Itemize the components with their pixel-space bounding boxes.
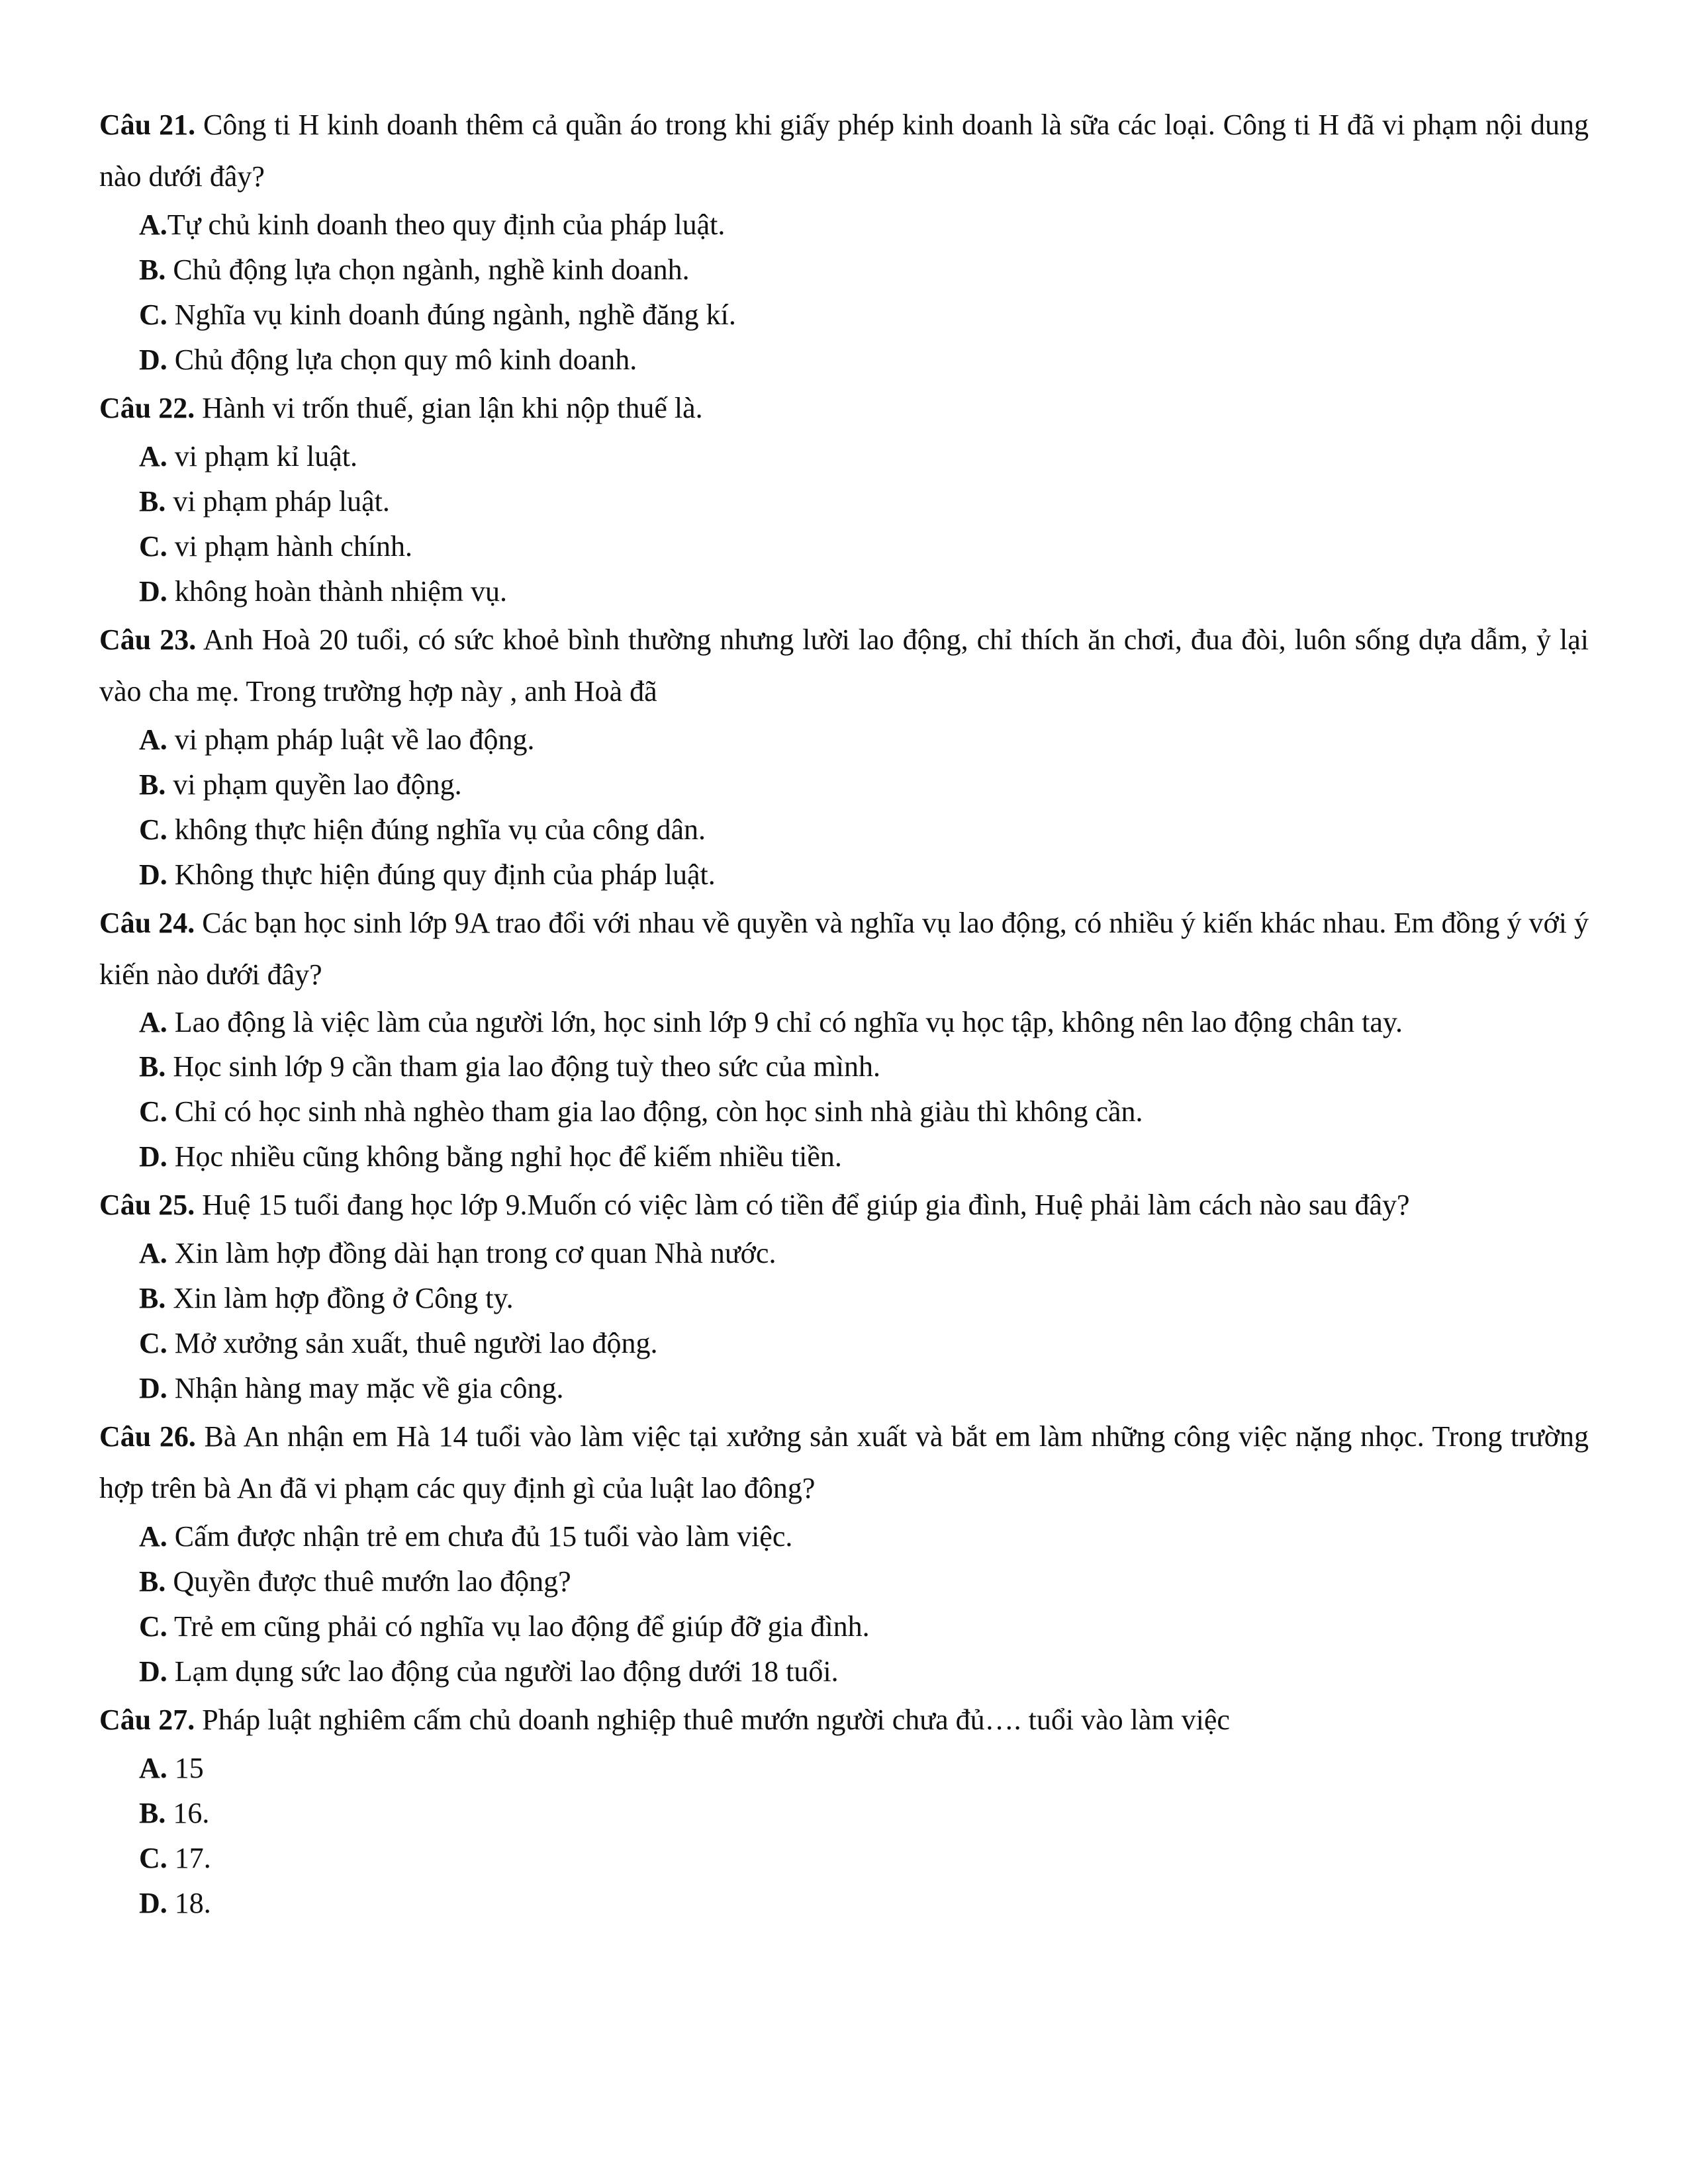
question-number: Câu 24. [99, 907, 195, 939]
option-c [99, 1321, 1589, 1366]
option-b [99, 1559, 1589, 1604]
option-letter: A. [139, 1520, 167, 1553]
question-number: Câu 22. [99, 392, 195, 424]
question-25 [99, 1179, 1589, 1411]
option-letter: C. [139, 1610, 167, 1643]
option-text: Xin làm hợp đồng ở Công ty. [165, 1282, 514, 1314]
question-stem [99, 897, 1589, 1001]
question-stem [99, 1694, 1589, 1746]
option-letter: B. [139, 1282, 166, 1314]
option-b [99, 1276, 1589, 1321]
option-text: vi phạm hành chính. [167, 530, 413, 563]
option-text: 18. [167, 1887, 211, 1919]
option-text: vi phạm quyền lao động. [165, 768, 462, 801]
option-letter: B. [139, 253, 166, 286]
option-letter: A. [139, 440, 167, 473]
question-number: Câu 27. [99, 1704, 195, 1736]
option-text: Nhận hàng may mặc về gia công. [167, 1372, 564, 1404]
option-c [99, 1836, 1589, 1881]
option-text: Không thực hiện đúng quy định của pháp luật. [167, 858, 716, 891]
option-letter: D. [139, 575, 167, 608]
question-stem [99, 614, 1589, 717]
option-text: Tự chủ kinh doanh theo quy định của pháp luật. [167, 208, 726, 241]
option-letter: C. [139, 298, 167, 331]
option-text: Cấm được nhận trẻ em chưa đủ 15 tuổi vào làm việc. [167, 1520, 793, 1553]
document-page [99, 99, 1589, 1926]
option-d [99, 1134, 1589, 1179]
question-stem [99, 1179, 1589, 1231]
option-a [99, 1746, 1589, 1791]
option-letter: C. [139, 1095, 167, 1128]
question-24 [99, 897, 1589, 1179]
option-b [99, 479, 1589, 524]
option-text: Nghĩa vụ kinh doanh đúng ngành, nghề đăng kí. [167, 298, 736, 331]
option-text: vi phạm pháp luật về lao động. [167, 723, 535, 756]
option-d [99, 338, 1589, 383]
option-c [99, 293, 1589, 338]
option-b [99, 1791, 1589, 1836]
question-number: Câu 26. [99, 1420, 196, 1453]
question-21 [99, 99, 1589, 383]
option-letter: D. [139, 858, 167, 891]
option-letter: A. [139, 1006, 167, 1038]
option-a [99, 717, 1589, 762]
option-c [99, 807, 1589, 852]
option-letter: B. [139, 1797, 166, 1829]
option-d [99, 1366, 1589, 1411]
question-stem [99, 1411, 1589, 1514]
option-a [99, 1001, 1589, 1044]
question-text: Anh Hoà 20 tuổi, có sức khoẻ bình thường nhưng lười lao động, chỉ thích ăn chơi, đua đòi, luôn sống dựa dẫm, ỷ lại vào cha mẹ. Trong trường hợp này , anh Hoà đã [99, 623, 1589, 707]
option-text: Học nhiều cũng không bằng nghỉ học để kiếm nhiều tiền. [167, 1140, 842, 1173]
question-text: Huệ 15 tuổi đang học lớp 9.Muốn có việc làm có tiền để giúp gia đình, Huệ phải làm cách nào sau đây? [195, 1189, 1410, 1221]
option-b [99, 1044, 1589, 1089]
option-a [99, 1231, 1589, 1276]
option-a [99, 1514, 1589, 1559]
question-number: Câu 23. [99, 623, 197, 656]
option-text: Chủ động lựa chọn quy mô kinh doanh. [167, 343, 637, 376]
option-letter: C. [139, 530, 167, 563]
option-text: Chủ động lựa chọn ngành, nghề kinh doanh. [165, 253, 690, 286]
option-text: vi phạm pháp luật. [165, 485, 390, 518]
option-text: 16. [165, 1797, 210, 1829]
option-text: Trẻ em cũng phải có nghĩa vụ lao động để giúp đỡ gia đình. [167, 1610, 870, 1643]
option-c [99, 1604, 1589, 1649]
option-text: vi phạm kỉ luật. [167, 440, 357, 473]
option-text: Quyền được thuê mướn lao động? [165, 1565, 571, 1598]
question-number: Câu 25. [99, 1189, 195, 1221]
option-letter: B. [139, 1565, 166, 1598]
option-letter: A. [139, 723, 167, 756]
option-text: 17. [167, 1842, 211, 1874]
option-d [99, 1881, 1589, 1926]
option-b [99, 248, 1589, 293]
option-text: Lạm dụng sức lao động của người lao động dưới 18 tuổi. [167, 1655, 839, 1688]
option-letter: D. [139, 1372, 167, 1404]
option-d [99, 1649, 1589, 1694]
question-26 [99, 1411, 1589, 1694]
option-text: không thực hiện đúng nghĩa vụ của công dân. [167, 813, 706, 846]
question-23 [99, 614, 1589, 897]
question-text: Các bạn học sinh lớp 9A trao đổi với nhau về quyền và nghĩa vụ lao động, có nhiều ý kiến khác nhau. Em đồng ý với ý kiến nào dưới đây? [99, 907, 1589, 991]
option-text: Xin làm hợp đồng dài hạn trong cơ quan Nhà nước. [167, 1237, 776, 1269]
option-letter: B. [139, 768, 166, 801]
option-text: 15 [167, 1752, 204, 1784]
option-text: Học sinh lớp 9 cần tham gia lao động tuỳ theo sức của mình. [165, 1050, 881, 1083]
option-text: Chỉ có học sinh nhà nghèo tham gia lao động, còn học sinh nhà giàu thì không cần. [167, 1095, 1143, 1128]
question-number: Câu 21. [99, 109, 196, 141]
option-letter: D. [139, 1140, 167, 1173]
option-letter: D. [139, 1655, 167, 1688]
option-letter: A. [139, 1752, 167, 1784]
option-text: không hoàn thành nhiệm vụ. [167, 575, 508, 608]
option-letter: C. [139, 1327, 167, 1359]
question-27 [99, 1694, 1589, 1926]
option-c [99, 524, 1589, 569]
option-letter: C. [139, 813, 167, 846]
option-letter: A. [139, 208, 167, 241]
option-letter: D. [139, 1887, 167, 1919]
option-letter: B. [139, 1050, 166, 1083]
question-stem [99, 383, 1589, 434]
question-stem [99, 99, 1589, 203]
option-c [99, 1089, 1589, 1134]
option-letter: C. [139, 1842, 167, 1874]
option-a [99, 434, 1589, 479]
option-d [99, 569, 1589, 614]
question-22 [99, 383, 1589, 614]
question-text: Hành vi trốn thuế, gian lận khi nộp thuế là. [195, 392, 703, 424]
option-b [99, 762, 1589, 807]
option-a [99, 203, 1589, 248]
question-text: Công ti H kinh doanh thêm cả quần áo trong khi giấy phép kinh doanh là sữa các loại. Công ti H đã vi phạm nội dung nào dưới đây? [99, 109, 1589, 193]
option-text: Mở xưởng sản xuất, thuê người lao động. [167, 1327, 658, 1359]
option-letter: A. [139, 1237, 167, 1269]
option-d [99, 852, 1589, 897]
option-letter: D. [139, 343, 167, 376]
question-text: Pháp luật nghiêm cấm chủ doanh nghiệp thuê mướn người chưa đủ…. tuổi vào làm việc [195, 1704, 1230, 1736]
option-letter: B. [139, 485, 166, 518]
option-text: Lao động là việc làm của người lớn, học sinh lớp 9 chỉ có nghĩa vụ học tập, không nên lao động chân tay. [167, 1006, 1403, 1038]
question-text: Bà An nhận em Hà 14 tuổi vào làm việc tại xưởng sản xuất và bắt em làm những công việc nặng nhọc. Trong trường hợp trên bà An đã vi phạm các quy định gì của luật lao đông? [99, 1420, 1589, 1504]
